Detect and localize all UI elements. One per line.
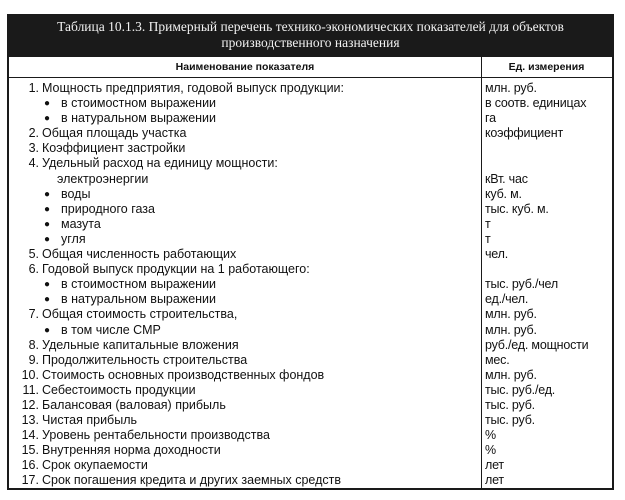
bullet-icon: ● — [44, 294, 51, 306]
unit-of-measure: куб. м. — [485, 186, 522, 201]
table-row — [9, 217, 612, 232]
table-row — [9, 473, 612, 488]
table-body — [9, 81, 612, 489]
unit-of-measure: тыс. руб. — [485, 397, 535, 412]
indicator-name: Удельный расход на единицу мощности: — [42, 156, 278, 171]
indicator-name: электроэнергии — [57, 171, 149, 186]
row-number: 2. — [28, 126, 39, 141]
indicator-name: в натуральном выражении — [61, 111, 217, 126]
header-unit: Ед. измерения — [508, 61, 585, 73]
indicator-name: Общая стоимость строительства, — [42, 307, 238, 322]
table-row — [9, 156, 612, 171]
unit-of-measure: % — [485, 428, 496, 443]
table-row — [9, 338, 612, 353]
bullet-icon: ● — [44, 233, 51, 245]
header-indicator-name: Наименование показателя — [175, 61, 315, 73]
indicator-name: угля — [61, 231, 86, 246]
row-number: 15. — [21, 443, 39, 458]
unit-of-measure: мес. — [485, 352, 510, 367]
table-row — [9, 292, 612, 307]
unit-of-measure: млн. руб. — [485, 81, 537, 95]
row-number: 9. — [28, 352, 39, 367]
unit-of-measure: коэффициент — [485, 126, 564, 141]
table-row — [9, 247, 612, 262]
table-row — [9, 443, 612, 458]
row-number: 10. — [21, 367, 39, 382]
table-title — [9, 16, 612, 57]
indicator-name: Чистая прибыль — [42, 413, 137, 428]
table-title-line-2: производственного назначения — [221, 35, 400, 50]
table-row — [9, 413, 612, 428]
table-row — [9, 323, 612, 338]
table-row — [9, 368, 612, 383]
row-number: 17. — [21, 473, 39, 488]
table-row — [9, 141, 612, 156]
table-row — [9, 172, 612, 187]
row-number: 16. — [21, 458, 39, 473]
table-header-row — [9, 57, 612, 78]
indicator-name: природного газа — [61, 201, 155, 216]
bullet-icon: ● — [44, 98, 51, 110]
row-number: 5. — [28, 247, 39, 262]
table-row — [9, 187, 612, 202]
table-row — [9, 307, 612, 322]
row-number: 7. — [28, 307, 39, 322]
unit-of-measure: млн. руб. — [485, 307, 537, 322]
indicator-name: воды — [61, 186, 91, 201]
unit-of-measure: руб./ед. мощности — [485, 337, 589, 352]
unit-of-measure: лет — [485, 458, 504, 473]
indicator-name: Срок окупаемости — [42, 458, 148, 473]
indicators-table — [7, 14, 614, 490]
indicator-name: в стоимостном выражении — [61, 96, 217, 111]
indicator-name: Срок погашения кредита и других заемных средств — [42, 473, 342, 488]
row-number: 1. — [28, 81, 39, 95]
table-row — [9, 458, 612, 473]
indicator-name: в стоимостном выражении — [61, 277, 217, 292]
bullet-icon: ● — [44, 324, 51, 336]
row-number: 11. — [22, 382, 39, 397]
indicator-name: Удельные капитальные вложения — [42, 337, 239, 352]
indicator-name: Коэффициент застройки — [42, 141, 186, 156]
bullet-icon: ● — [44, 279, 51, 291]
indicator-name: в том числе СМР — [61, 322, 161, 337]
table-row — [9, 383, 612, 398]
table-row — [9, 111, 612, 126]
indicator-name: Годовой выпуск продукции на 1 работающего: — [42, 262, 310, 277]
unit-of-measure: ед./чел. — [485, 292, 529, 307]
row-number: 12. — [21, 397, 39, 412]
bullet-icon: ● — [44, 218, 51, 230]
table-row — [9, 262, 612, 277]
bullet-icon: ● — [44, 113, 51, 125]
table-row — [9, 126, 612, 141]
unit-of-measure: млн. руб. — [485, 322, 537, 337]
row-number: 8. — [28, 337, 39, 352]
table-row — [9, 202, 612, 217]
indicator-name: Мощность предприятия, годовой выпуск продукции: — [42, 81, 345, 95]
unit-of-measure: тыс. руб./чел — [485, 277, 558, 292]
indicator-name: Уровень рентабельности производства — [42, 428, 270, 443]
indicator-name: Общая численность работающих — [42, 247, 237, 262]
row-number: 13. — [21, 413, 39, 428]
bullet-icon: ● — [44, 188, 51, 200]
indicator-name: Стоимость основных производственных фондов — [42, 367, 325, 382]
row-number: 4. — [28, 156, 39, 171]
indicator-name: мазута — [61, 216, 101, 231]
indicator-name: Общая площадь участка — [42, 126, 187, 141]
indicator-name: Продолжительность строительства — [42, 352, 248, 367]
unit-of-measure: чел. — [485, 247, 509, 262]
unit-of-measure: тыс. руб. — [485, 413, 535, 428]
table-title-line-1: Таблица 10.1.3. Примерный перечень технико-экономических показателей для объектов — [57, 19, 564, 34]
row-number: 14. — [21, 428, 39, 443]
table-row — [9, 277, 612, 292]
unit-of-measure: т — [485, 216, 491, 231]
row-number: 6. — [28, 262, 39, 277]
indicator-name: Себестоимость продукции — [42, 382, 196, 397]
bullet-icon: ● — [44, 203, 51, 215]
unit-of-measure: % — [485, 443, 496, 458]
indicator-name: Балансовая (валовая) прибыль — [42, 397, 226, 412]
unit-of-measure: га — [485, 111, 496, 126]
table-row — [9, 428, 612, 443]
table-row — [9, 398, 612, 413]
unit-of-measure: т — [485, 231, 491, 246]
unit-of-measure: кВт. час — [485, 171, 528, 186]
table-row — [9, 96, 612, 111]
table-row — [9, 81, 612, 96]
unit-of-measure: тыс. руб./ед. — [485, 382, 556, 397]
unit-of-measure: в соотв. единицах — [485, 96, 587, 111]
unit-of-measure: лет — [485, 473, 504, 488]
unit-of-measure: млн. руб. — [485, 367, 537, 382]
unit-of-measure: тыс. куб. м. — [485, 201, 549, 216]
table-row — [9, 232, 612, 247]
row-number: 3. — [28, 141, 39, 156]
table-row — [9, 353, 612, 368]
indicator-name: в натуральном выражении — [61, 292, 217, 307]
indicator-name: Внутренняя норма доходности — [42, 443, 221, 458]
